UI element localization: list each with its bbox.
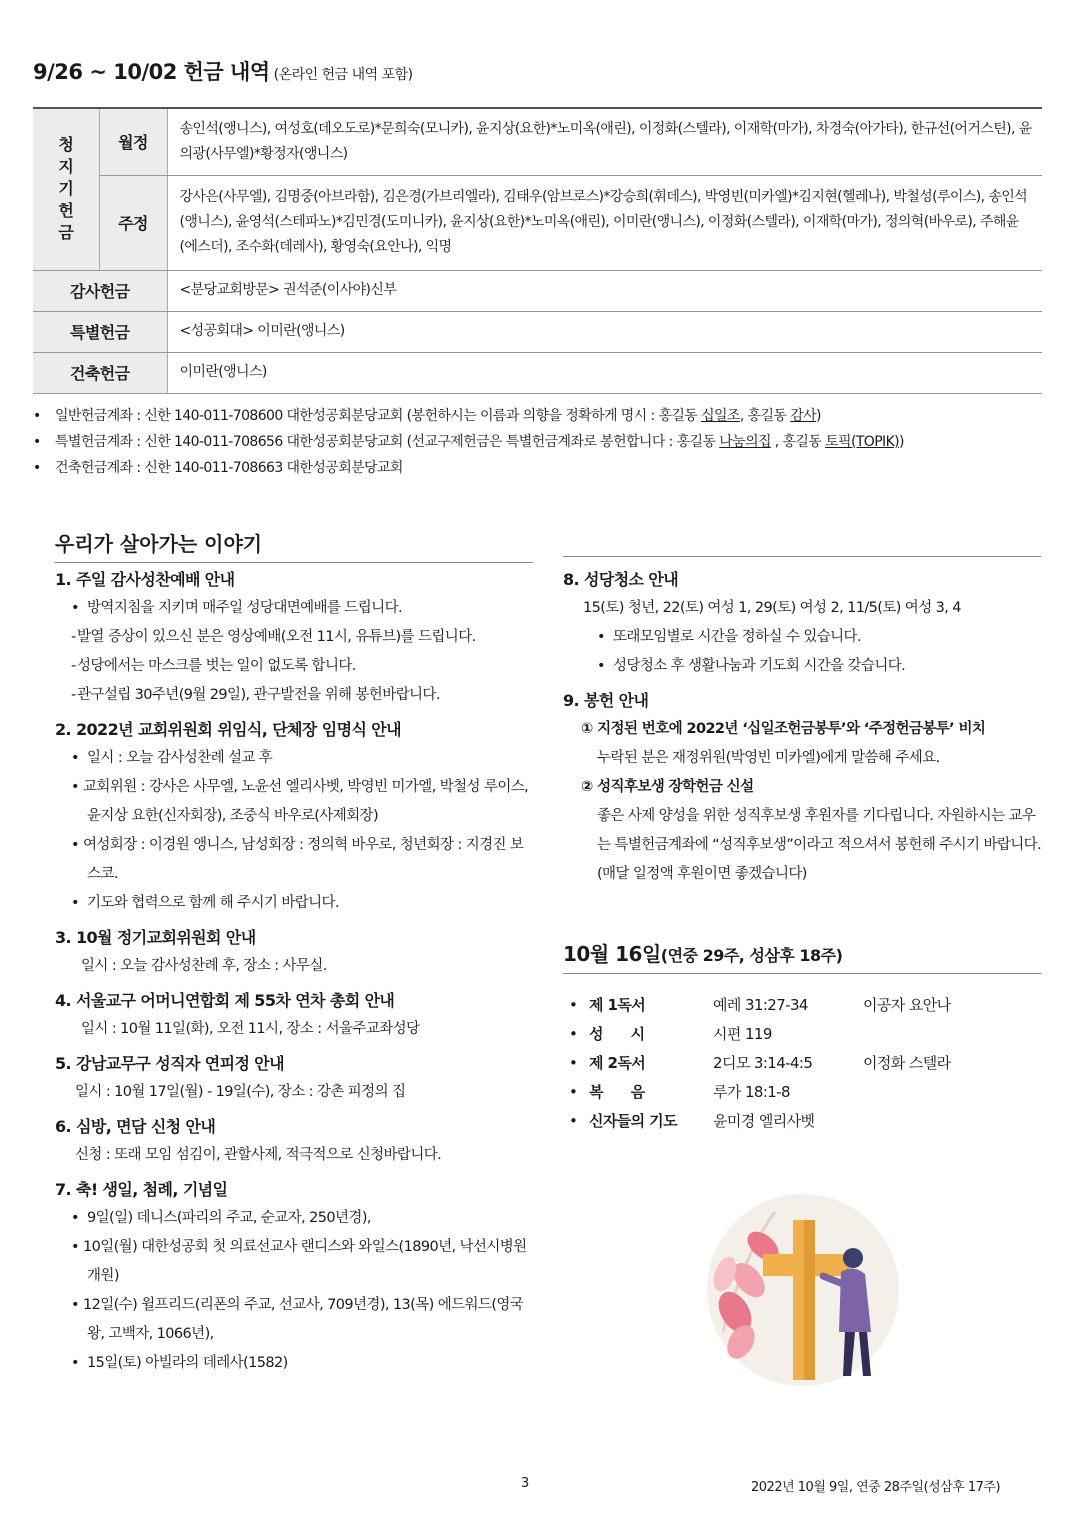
table-row	[33, 108, 1042, 175]
story-9-sub-2: ② 성직후보생 장학헌금 신설	[581, 779, 754, 795]
weekly-names: 강사은(사무엘), 김명중(아브라함), 김은경(가브리엘라), 김태우(암브로스)*강승희(휘데스), 박영빈(미카엘)*김지현(헬레나), 박철성(루이스), 송인석(앵니스), 윤영석(스테파노)*김민경(도미니카), 윤지상(요한)*노미옥(애린), 이미란(앵니스), 이정화(스텔라), 이재학(마가), 정의혁(바우로), 주해윤(에스더), 조수화(데레사), 황영숙(요안나), 익명	[167, 175, 1042, 270]
reading-ref: 예레 31:27-34	[713, 996, 808, 1014]
story-3-title: 3. 10월 정기교회위원회 안내	[55, 928, 256, 947]
story-2-title: 2. 2022년 교회위원회 위임식, 단체장 임명식 안내	[55, 720, 401, 739]
reading-label: 제 1독서	[589, 996, 646, 1014]
table-row: • 제 2독서 2디모 3:14-4:5 이정화 스텔라	[563, 1048, 1023, 1077]
story-5	[55, 1050, 535, 1107]
story-2-line: • 교회위원 : 강사은 사무엘, 노윤선 엘리사벳, 박영빈 미가엘, 박철성 루이스, 윤지상 요한(신자회장), 조중식 바우로(사제회장)	[71, 779, 529, 824]
story-5-title: 5. 강남교무구 성직자 연피정 안내	[55, 1054, 285, 1073]
next-sunday-title: 10월 16일(연중 29주, 성삼후 18주)	[563, 938, 1041, 974]
weekly-label: 주정	[99, 175, 167, 270]
story-2-line: • 기도와 협력으로 함께 해 주시기 바랍니다.	[55, 889, 535, 918]
story-7-line: • 9일(일) 데니스(파리의 주교, 순교자, 250년경),	[55, 1204, 535, 1233]
table-row	[33, 270, 1042, 311]
reading-reader	[863, 1019, 1023, 1048]
reading-label: 신자들의 기도	[589, 1112, 677, 1130]
table-row	[33, 175, 1042, 270]
monthly-names: 송인석(앵니스), 여성호(데오도로)*문희숙(모니카), 윤지상(요한)*노미옥(애린), 이정화(스텔라), 이재학(마가), 차경숙(아가타), 한규선(어거스틴), 윤의광(사무엘)*황정자(앵니스)	[167, 108, 1042, 175]
thanks-label: 감사헌금	[33, 270, 167, 311]
story-1-line: • 방역지침을 지키며 매주일 성당대면예배를 드립니다.	[55, 594, 535, 623]
building-account: • 건축헌금계좌 : 신한 140-011-708663 대한성공회분당교회	[33, 455, 904, 481]
tithe-label: 청 지 기 헌 금	[33, 108, 99, 270]
reading-ref: 시편 119	[713, 1025, 772, 1043]
story-1-line: - 관구설립 30주년(9월 29일), 관구발전을 위해 봉헌바랍니다.	[55, 681, 535, 710]
building-names: 이미란(앵니스)	[167, 352, 1042, 393]
story-3-line: 일시 : 오늘 감사성찬례 후, 장소 : 사무실.	[81, 958, 327, 974]
story-6-title: 6. 심방, 면담 신청 안내	[55, 1117, 216, 1136]
story-2	[55, 716, 535, 918]
reading-label: 성 시	[589, 1025, 645, 1043]
special-names: <성공회대> 이미란(앵니스)	[167, 311, 1042, 352]
story-5-line: 일시 : 10월 17일(월) - 19일(수), 장소 : 강촌 피정의 집	[75, 1084, 406, 1100]
story-1-line: - 성당에서는 마스크를 벗는 일이 없도록 합니다.	[55, 652, 535, 681]
story-7-line: • 10일(월) 대한성공회 첫 의료선교사 랜디스와 와일스(1890년, 낙선시병원개원)	[71, 1239, 527, 1284]
cross-illustration	[705, 1192, 901, 1388]
page-number: 3	[521, 1476, 530, 1491]
story-1	[55, 566, 535, 710]
general-account: • 일반헌금계좌 : 신한 140-011-708600 대한성공회분당교회 (봉헌하시는 이름과 의향을 정확하게 명시 : 홍길동 십일조, 홍길동 감사)	[33, 403, 904, 429]
reading-reader	[863, 1077, 1023, 1106]
offering-heading-subtitle: (온라인 헌금 내역 포함)	[273, 67, 413, 83]
table-row: • 신자들의 기도 윤미경 엘리사벳	[563, 1106, 1023, 1135]
special-label: 특별헌금	[33, 311, 167, 352]
story-7-line: • 12일(수) 윌프리드(리폰의 주교, 선교사, 709년경), 13(목) 에드워드(영국 왕, 고백자, 1066년),	[71, 1297, 524, 1342]
stories-title: 우리가 살아가는 이야기	[55, 528, 533, 563]
next-sunday	[563, 938, 1041, 1135]
story-9-sub-1-text: 누락된 분은 재정위원(박영빈 미카엘)에게 말씀해 주세요.	[597, 750, 940, 766]
reading-reader: 이공자 요안나	[863, 996, 951, 1014]
story-4	[55, 987, 535, 1044]
story-9-sub-2-text: 좋은 사제 양성을 위한 성직후보생 후원자를 기다립니다. 자원하시는 교우는 특별헌금계좌에 “성직후보생”이라고 적으셔서 봉헌해 주시기 바랍니다. (매달 일정액 후원이면 좋겠습니다)	[597, 808, 1042, 882]
offering-heading	[33, 56, 413, 86]
story-7-title: 7. 축! 생일, 첨례, 기념일	[55, 1180, 228, 1199]
story-8-line: 15(토) 청년, 22(토) 여성 1, 29(토) 여성 2, 11/5(토) 여성 3, 4	[583, 600, 961, 616]
story-3	[55, 924, 535, 981]
thanks-names: <분당교회방문> 권석준(이사야)신부	[167, 270, 1042, 311]
account-list	[33, 403, 904, 481]
reading-ref: 2디모 3:14-4:5	[713, 1054, 813, 1072]
story-8	[563, 566, 1043, 681]
cross-shade	[804, 1220, 815, 1380]
stories-left-column	[55, 566, 535, 1378]
right-divider	[563, 556, 1041, 557]
story-8-title: 8. 성당청소 안내	[563, 570, 679, 589]
reading-reader	[863, 1106, 1023, 1135]
story-2-line: • 일시 : 오늘 감사성찬례 설교 후	[55, 744, 535, 773]
story-9-title: 9. 봉헌 안내	[563, 691, 649, 710]
stories-right-column	[563, 566, 1043, 889]
table-row: • 성 시 시편 119	[563, 1019, 1023, 1048]
reading-reader: 이정화 스텔라	[863, 1054, 951, 1072]
special-account: • 특별헌금계좌 : 신한 140-011-708656 대한성공회분당교회 (선교구제헌금은 특별헌금계좌로 봉헌합니다 : 홍길동 나눔의집 , 홍길동 토픽(TOPIK))	[33, 429, 904, 455]
story-8-line: • 성당청소 후 생활나눔과 기도회 시간을 갖습니다.	[563, 652, 1043, 681]
offering-table	[33, 107, 1042, 394]
table-row: • 복 음 루가 18:1-8	[563, 1077, 1023, 1106]
story-2-line: • 여성회장 : 이경원 앵니스, 남성회장 : 정의혁 바우로, 청년회장 : 지경진 보스코.	[71, 837, 524, 882]
story-4-line: 일시 : 10월 11일(화), 오전 11시, 장소 : 서울주교좌성당	[81, 1021, 420, 1037]
story-6	[55, 1113, 535, 1170]
figure-head	[843, 1248, 863, 1268]
table-row: • 제 1독서 예레 31:27-34 이공자 요안나	[563, 990, 1023, 1019]
story-7	[55, 1176, 535, 1378]
story-9	[563, 687, 1043, 889]
monthly-label: 월정	[99, 108, 167, 175]
reading-ref: 루가 18:1-8	[713, 1083, 790, 1101]
story-7-line: • 15일(토) 아빌라의 데레사(1582)	[55, 1349, 535, 1378]
table-row	[33, 352, 1042, 393]
reading-ref: 윤미경 엘리사벳	[713, 1112, 815, 1130]
offering-heading-title: 9/26 ~ 10/02 헌금 내역	[33, 60, 270, 84]
story-1-title: 1. 주일 감사성찬예배 안내	[55, 570, 235, 589]
story-9-sub-1: ① 지정된 번호에 2022년 ‘십일조헌금봉투’와 ‘주정헌금봉투’ 비치	[581, 721, 986, 737]
story-8-line: • 또래모임별로 시간을 정하실 수 있습니다.	[563, 623, 1043, 652]
story-6-line: 신청 : 또래 모임 섬김이, 관할사제, 적극적으로 신청바랍니다.	[75, 1147, 442, 1163]
story-4-title: 4. 서울교구 어머니연합회 제 55차 연차 총회 안내	[55, 991, 395, 1010]
readings-table	[563, 990, 1023, 1135]
table-row	[33, 311, 1042, 352]
footer-date: 2022년 10월 9일, 연중 28주일(성삼후 17주)	[751, 1480, 1001, 1495]
building-label: 건축헌금	[33, 352, 167, 393]
reading-label: 복 음	[589, 1083, 645, 1101]
reading-label: 제 2독서	[589, 1054, 646, 1072]
story-1-line: - 발열 증상이 있으신 분은 영상예배(오전 11시, 유튜브)를 드립니다.	[55, 623, 535, 652]
